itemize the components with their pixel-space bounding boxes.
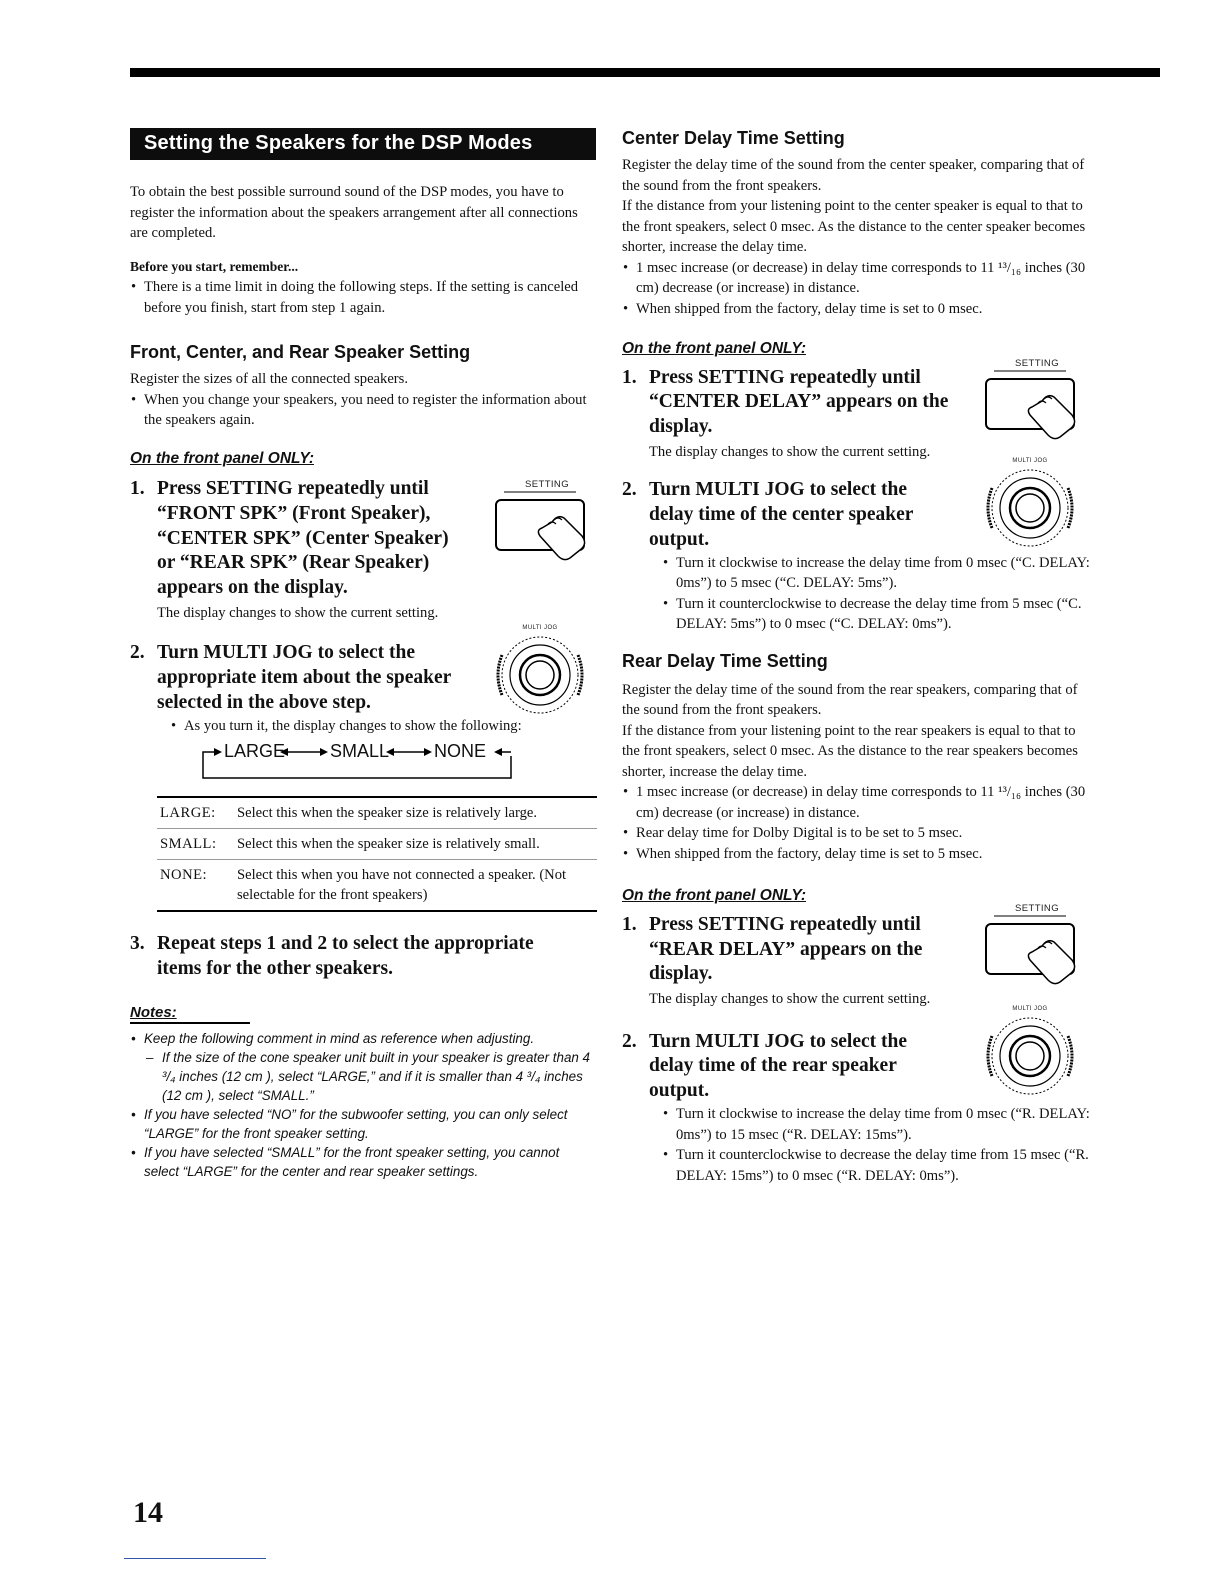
step-number: 1. [622,366,637,388]
top-rule [130,68,1160,77]
table-row [157,797,597,829]
list-item: • Turn it clockwise to increase the delay time from 0 msec (“C. DELAY: 0ms”) to 5 msec (“C. DELAY: 5ms”). [662,553,1092,594]
page-number: 14 [133,1496,163,1529]
step-body: The display changes to show the current setting. [649,991,931,1008]
step-title: Press SETTING repeatedly until “FRONT SPK” (Front Speaker), “CENTER SPK” (Center Speaker) or “REAR SPK” (Rear Speaker) appears on the display. [157,478,449,599]
notes-heading: Notes: [130,1003,177,1021]
multi-jog-icon [970,458,1090,553]
note-item: • Keep the following comment in mind as reference when adjusting. [130,1029,598,1048]
jog-dial-icon [970,464,1090,548]
list-item: • 1 msec increase (or decrease) in delay time corresponds to 11 ¹³/₁₆ inches (30 cm) decrease (or increase) in distance. [622,258,1092,299]
speaker-setting-list [130,390,598,431]
list-item: • When shipped from the factory, delay time is set to 0 msec. [622,299,1092,320]
section-title-banner: Setting the Speakers for the DSP Modes [130,128,596,160]
note-subitem: – If the size of the cone speaker unit built in your speaker is greater than 4 ³/₄ inches (12 cm ), select “LARGE,” and if it is smaller than 4 ³/₄ inches (12 cm ), select “SMALL.” [130,1048,598,1105]
center-delay-list [622,258,1092,320]
setting-button-icon [492,479,602,575]
step-3 [130,932,598,982]
remember-list [130,277,598,318]
notes-rule [130,1022,250,1024]
center-step-1 [622,357,1092,463]
flow-none: NONE [434,741,487,762]
step-bullets [622,1104,1092,1186]
front-panel-only-label: On the front panel ONLY: [622,887,806,905]
step-title: Turn MULTI JOG to select the appropriate item about the speaker selected in the above step. [157,642,451,714]
table-row [157,860,597,912]
step-body: The display changes to show the current setting. [157,604,439,621]
setting-label: SETTING [525,479,569,490]
remember-heading: Before you start, remember... [130,258,299,274]
rear-delay-distance: If the distance from your listening point to the rear speakers is equal to that to the front speakers, select 0 msec. As the distance to the rear speakers becomes shorter, increase the delay time. [622,722,1078,780]
speaker-setting-heading: Front, Center, and Rear Speaker Setting [130,342,471,362]
intro-paragraph: To obtain the best possible surround sound of the DSP modes, you have to register the information about the speakers arrangement after all connections are completed. [130,184,578,241]
setting-label: SETTING [1015,357,1059,369]
list-item: • When you change your speakers, you need to register the information about the speakers again. [130,390,598,431]
table-desc: Select this when you have not connected a speaker. (Not selectable for the front speakers) [237,867,567,904]
step-number: 3. [130,933,145,955]
step-number: 2. [130,642,145,664]
rear-step-1 [622,902,1092,1010]
front-panel-only-label: On the front panel ONLY: [622,340,806,357]
center-delay-intro: Register the delay time of the sound from the center speaker, comparing that of the sound from the front speakers. [622,157,1085,194]
speaker-setting-intro: Register the sizes of all the connected speakers. [130,371,408,387]
rear-delay-list [622,782,1092,864]
step-number: 2. [622,479,637,501]
list-item: • As you turn it, the display changes to show the following: [170,716,598,737]
notes-section [130,1004,598,1181]
flow-small: SMALL [330,741,390,762]
step-title: Repeat steps 1 and 2 to select the appropriate items for the other speakers. [157,933,534,980]
step-number: 2. [622,1030,637,1052]
list-item: • Turn it counterclockwise to decrease the delay time from 5 msec (“C. DELAY: 5ms”) to 0 msec (“C. DELAY: 0ms”). [662,594,1092,635]
size-cycle-diagram [200,742,520,782]
note-item: • If you have selected “SMALL” for the front speaker setting, you cannot select “LARGE” for the center and rear speaker settings. [130,1143,598,1181]
setting-button-icon [982,358,1092,454]
step-title: Press SETTING repeatedly until “CENTER DELAY” appears on the display. [649,366,949,438]
rear-step-2 [622,1005,1092,1186]
step-1 [130,477,598,623]
table-desc: Select this when the speaker size is relatively small. [237,836,540,853]
rear-delay-heading: Rear Delay Time Setting [622,650,828,671]
table-desc: Select this when the speaker size is relatively large. [237,805,538,822]
table-term: LARGE: [160,805,216,822]
multi-jog-icon [480,625,600,720]
jog-label: MULTI JOG [1012,1005,1048,1012]
jog-label: MULTI JOG [1012,458,1048,465]
footer-rule [124,1558,266,1559]
setting-label: SETTING [1015,902,1059,914]
center-delay-distance: If the distance from your listening point to the center speaker is equal to that to the front speakers, select 0 msec. As the distance to the center speaker becomes shorter, increase the delay time. [622,198,1086,255]
jog-dial-icon [480,631,600,715]
hand-press-icon [982,914,1092,994]
table-term: NONE: [160,867,208,884]
right-column [622,128,1092,1186]
center-delay-heading: Center Delay Time Setting [622,128,845,148]
flow-large: LARGE [224,741,286,762]
step-title: Press SETTING repeatedly until “REAR DELAY” appears on the display. [649,913,923,985]
list-item: • When shipped from the factory, delay time is set to 5 msec. [622,844,1092,865]
note-item: • If you have selected “NO” for the subwoofer setting, you can only select “LARGE” for the front speaker setting. [130,1105,598,1143]
list-item: • There is a time limit in doing the following steps. If the setting is canceled before you finish, start from step 1 again. [130,277,598,318]
step-bullets [622,553,1092,635]
step-2 [130,625,598,736]
step-title: Turn MULTI JOG to select the delay time of the center speaker output. [649,479,914,550]
jog-dial-icon [970,1012,1090,1096]
front-panel-only-label: On the front panel ONLY: [130,449,314,467]
center-step-2 [622,458,1092,634]
step-number: 1. [130,478,145,499]
step-body: The display changes to show the current setting. [649,443,931,460]
list-item: • Rear delay time for Dolby Digital is to be set to 5 msec. [622,823,1092,844]
hand-press-icon [492,490,602,570]
multi-jog-icon [970,1006,1090,1101]
table-row [157,829,597,860]
setting-button-icon [982,903,1092,999]
list-item: • Turn it clockwise to increase the delay time from 0 msec (“R. DELAY: 0ms”) to 15 msec (“R. DELAY: 15ms”). [662,1104,1092,1145]
step-title: Turn MULTI JOG to select the delay time of the rear speaker output. [649,1030,908,1102]
notes-list [130,1029,598,1181]
list-item: • 1 msec increase (or decrease) in delay time corresponds to 11 ¹³/₁₆ inches (30 cm) decrease (or increase) in distance. [622,782,1092,823]
hand-press-icon [982,369,1092,449]
jog-label: MULTI JOG [522,625,558,632]
size-table [157,796,597,912]
table-term: SMALL: [160,836,217,853]
rear-delay-intro: Register the delay time of the sound from the rear speakers, comparing that of the sound from the front speakers. [622,681,1078,719]
step-number: 1. [622,913,637,935]
left-column [130,128,598,1181]
list-item: • Turn it counterclockwise to decrease the delay time from 15 msec (“R. DELAY: 15ms”) to 0 msec (“R. DELAY: 0ms”). [662,1145,1092,1186]
